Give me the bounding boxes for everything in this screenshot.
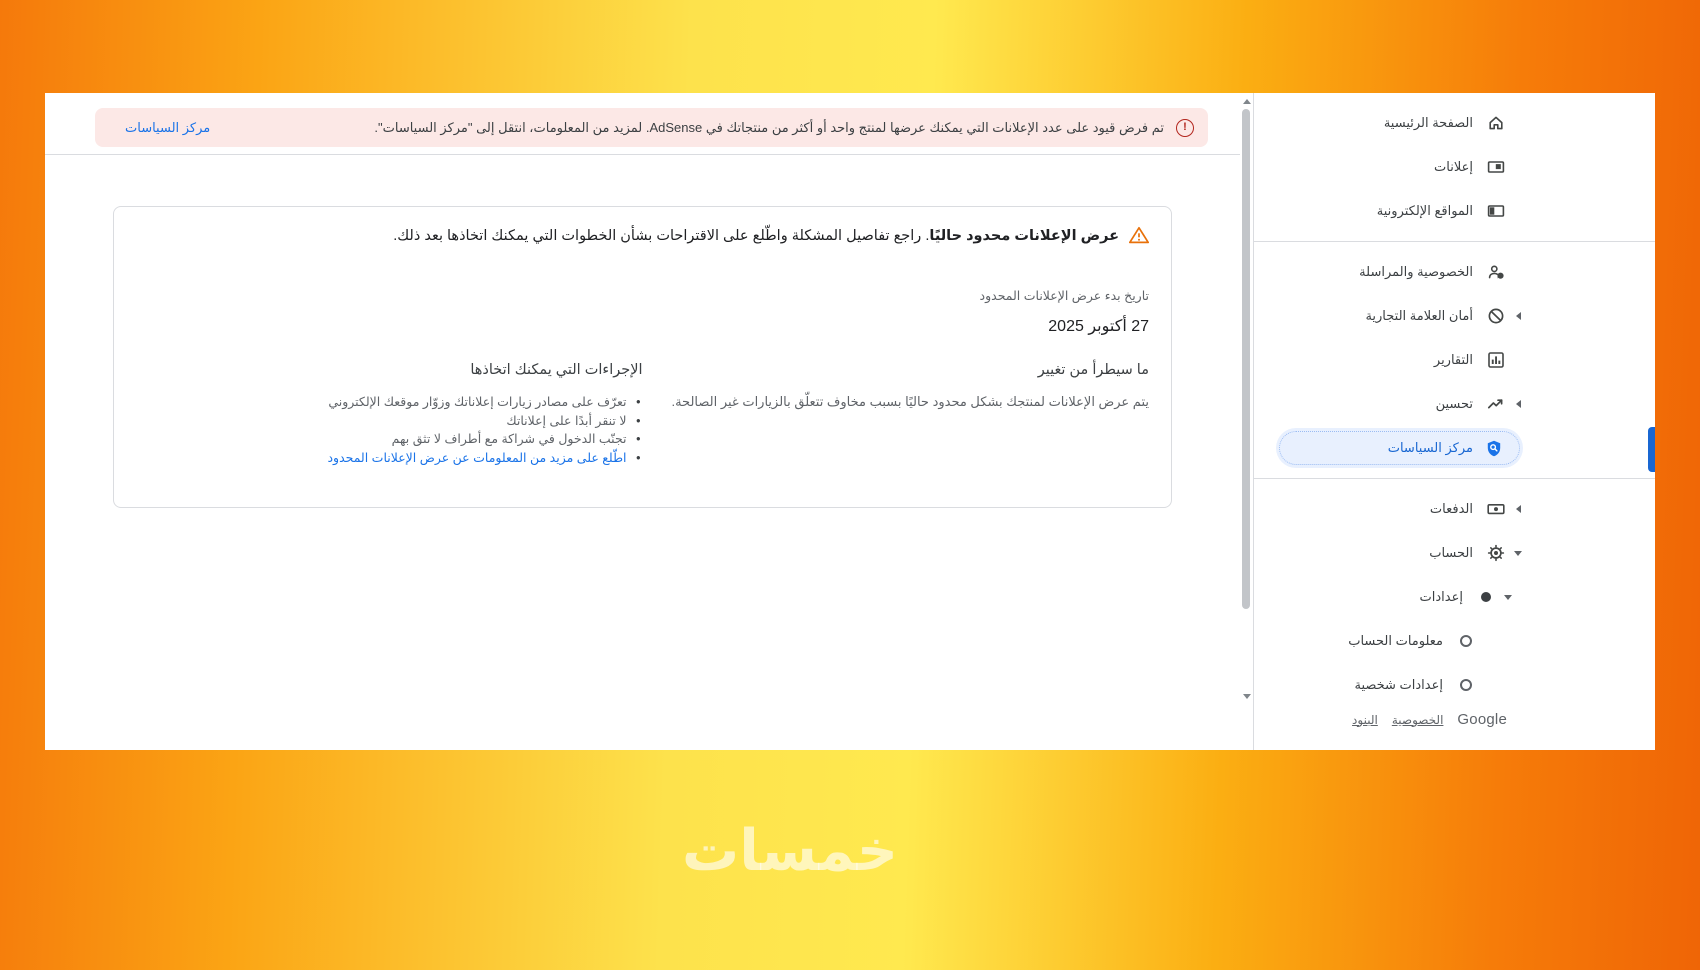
what-changes-column — [643, 362, 1150, 467]
sidebar-item-brand-safety[interactable] — [1254, 294, 1655, 338]
sidebar-footer — [1254, 711, 1655, 750]
actions-list — [136, 393, 643, 467]
card-title-rest: . راجع تفاصيل المشكلة واطّلع على الاقتراحات بشأن الخطوات التي يمكنك اتخاذها بعد ذلك. — [393, 228, 930, 244]
sidebar-item-label: الحساب — [1429, 545, 1473, 560]
policy-issue-card — [113, 206, 1172, 508]
chevron-left-icon — [1513, 400, 1523, 408]
sidebar-item-sites[interactable] — [1254, 189, 1655, 233]
adsense-app-window — [45, 93, 1655, 750]
optimization-icon — [1487, 395, 1505, 413]
sidebar-item-label: إعدادات شخصية — [1354, 677, 1443, 692]
sidebar-item-label: الصفحة الرئيسية — [1383, 115, 1473, 130]
google-logo: Google — [1457, 711, 1507, 728]
limited-serving-date-label: تاريخ بدء عرض الإعلانات المحدود — [979, 289, 1149, 303]
sidebar-item-account[interactable] — [1254, 531, 1655, 575]
filled-dot-icon — [1477, 588, 1495, 606]
sidebar-item-payments[interactable] — [1254, 487, 1655, 531]
sidebar-item-label: التقارير — [1433, 352, 1473, 367]
sidebar-item-label: معلومات الحساب — [1348, 633, 1443, 648]
terms-footer-link[interactable]: البنود — [1352, 712, 1378, 727]
sidebar-item-label: تحسين — [1435, 396, 1473, 411]
learn-more-link[interactable]: اطّلع على مزيد من المعلومات عن عرض الإعلانات المحدود — [327, 450, 627, 465]
sidebar-item-label: إعدادات — [1419, 589, 1463, 604]
sidebar-item-label: المواقع الإلكترونية — [1376, 203, 1473, 218]
ads-icon — [1487, 158, 1505, 176]
main-content-area — [45, 93, 1240, 750]
action-item-link — [136, 449, 643, 468]
card-title-text — [393, 227, 1119, 246]
khamsat-watermark: خمسات — [682, 819, 898, 883]
sidebar-item-ads[interactable] — [1254, 145, 1655, 189]
main-scroll-content — [45, 155, 1240, 508]
sidebar-item-policy-center[interactable] — [1276, 428, 1523, 468]
payments-icon — [1487, 500, 1505, 518]
sidebar-item-label: مركز السياسات — [1387, 440, 1473, 455]
circle-outline-icon — [1457, 676, 1475, 694]
action-item: • تعرّف على مصادر زيارات إعلاناتك وزوّار موقعك الإلكتروني — [136, 393, 643, 412]
sidebar-item-privacy-messaging[interactable] — [1254, 250, 1655, 294]
privacy-messaging-icon — [1487, 263, 1505, 281]
what-changes-body: يتم عرض الإعلانات لمنتجك بشكل محدود حاليًا بسبب مخاوف تتعلّق بالزيارات غير الصالحة. — [671, 394, 1149, 409]
sidebar-item-reports[interactable] — [1254, 338, 1655, 382]
what-changes-heading: ما سيطرأ من تغيير — [1037, 362, 1149, 378]
card-title-row — [136, 227, 1149, 246]
chevron-down-icon — [1513, 551, 1523, 556]
brand-safety-icon — [1487, 307, 1505, 325]
gear-icon — [1487, 544, 1505, 562]
home-icon — [1487, 114, 1505, 132]
sidebar-item-account-info[interactable] — [1254, 619, 1655, 663]
sidebar-item-label: أمان العلامة التجارية — [1365, 308, 1473, 323]
sidebar-item-label: الدفعات — [1429, 501, 1473, 516]
actions-column — [136, 362, 643, 467]
active-item-indicator-bar — [1648, 427, 1655, 472]
policy-alert-banner — [95, 108, 1208, 147]
reports-icon — [1487, 351, 1505, 369]
privacy-footer-link[interactable]: الخصوصية — [1391, 712, 1444, 727]
card-title-bold: عرض الإعلانات محدود حاليًا — [929, 228, 1119, 244]
policy-center-link[interactable]: مركز السياسات — [125, 119, 211, 135]
policy-center-shield-icon — [1485, 439, 1503, 457]
alert-message: تم فرض قيود على عدد الإعلانات التي يمكنك عرضها لمنتج واحد أو أكثر من منتجاتك في AdSense. لمزيد من المعلومات، انتقل إلى "مركز السياسات". — [374, 119, 1164, 135]
warning-triangle-icon — [1129, 226, 1149, 244]
sidebar-item-label: إعلانات — [1434, 159, 1473, 174]
error-circle-icon: ! — [1176, 119, 1194, 137]
circle-outline-icon — [1457, 632, 1475, 650]
sidebar-divider — [1254, 241, 1655, 242]
action-item: • لا تنقر أبدًا على إعلاناتك — [136, 412, 643, 431]
actions-heading: الإجراءات التي يمكنك اتخاذها — [470, 362, 643, 378]
vertical-scrollbar — [1240, 93, 1253, 750]
limited-serving-date-value: 27 أكتوبر 2025 — [1048, 318, 1149, 335]
sites-icon — [1487, 202, 1505, 220]
scrollbar-thumb[interactable] — [1242, 109, 1250, 609]
sidebar-item-home[interactable] — [1254, 101, 1655, 145]
chevron-left-icon — [1513, 312, 1523, 320]
chevron-left-icon — [1513, 505, 1523, 513]
card-columns — [136, 362, 1149, 467]
action-item: • تجنّب الدخول في شراكة مع أطراف لا تثق بهم — [136, 430, 643, 449]
scroll-down-arrow-icon[interactable] — [1243, 694, 1251, 699]
sidebar-navigation — [1253, 93, 1655, 750]
sidebar-item-settings[interactable] — [1254, 575, 1655, 619]
scroll-up-arrow-icon[interactable] — [1243, 99, 1251, 104]
sidebar-divider — [1254, 478, 1655, 479]
sidebar-item-optimization[interactable] — [1254, 382, 1655, 426]
chevron-down-icon — [1503, 595, 1513, 600]
main-header — [45, 93, 1240, 155]
sidebar-item-label: الخصوصية والمراسلة — [1359, 264, 1473, 279]
sidebar-item-personal-settings[interactable] — [1254, 663, 1655, 707]
